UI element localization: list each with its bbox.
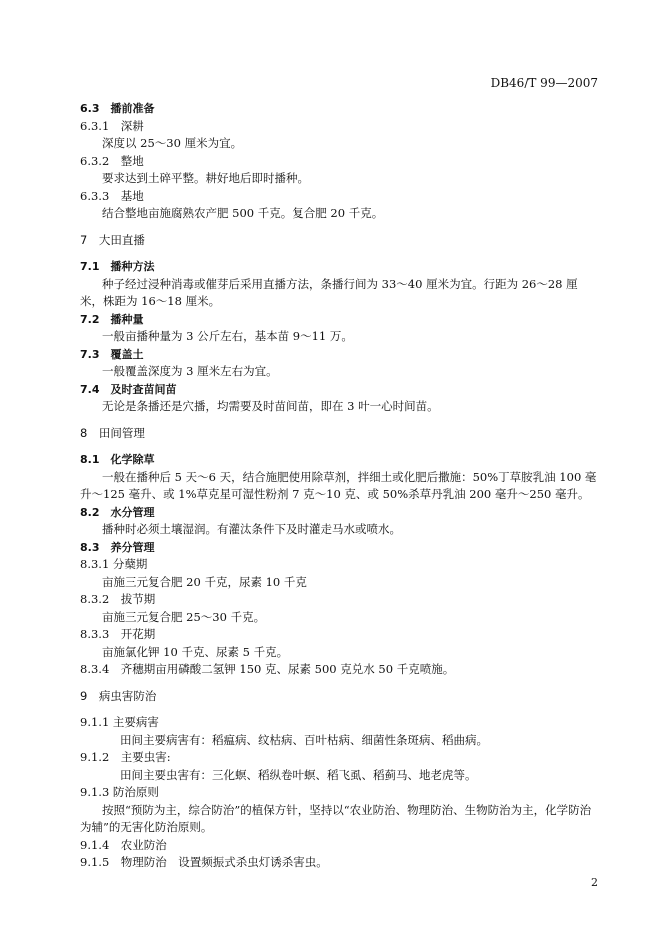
- body-text: 深度以 25～30 厘米为宜。: [102, 136, 243, 150]
- section-heading: 7.4 及时查苗间苗: [80, 382, 177, 396]
- section-heading: 8.2 水分管理: [80, 505, 155, 519]
- chapter-heading: 8 田间管理: [80, 425, 145, 440]
- body-text: 播种时必须土壤湿润。有灌汰条件下及时灌走马水或喷水。: [102, 522, 401, 536]
- body-text: 一般亩播种量为 3 公斤左右，基本苗 9～11 万。: [102, 329, 353, 343]
- section-heading: 6.3 播前准备: [80, 102, 155, 115]
- body-text: 亩施三元复合肥 25～30 千克。: [102, 609, 266, 624]
- subsection-heading: 9.1.4 农业防治: [80, 837, 167, 852]
- subsection-heading: 8.3.4 齐穗期亩用磷酸二氢钾 150 克、尿素 500 克兑水 50 千克喷施。: [80, 662, 455, 676]
- body-text: 田间主要病害有：稻瘟病、纹枯病、百叶枯病、细菌性条斑病、稻曲病。: [120, 732, 488, 747]
- standard-code: DB46/T 99—2007: [490, 76, 598, 90]
- section-heading: 8.3 养分管理: [80, 540, 155, 554]
- section-heading: 7.3 覆盖土: [80, 347, 144, 361]
- body-text: 无论是条播还是穴播，均需要及时苗间苗，即在 3 叶一心时间苗。: [102, 399, 439, 413]
- body-text: 要求达到土碎平整。耕好地后即时播种。: [102, 171, 309, 185]
- body-text: 结合整地亩施腐熟农产肥 500 千克。复合肥 20 千克。: [102, 206, 384, 220]
- body-paragraph: 按照“预防为主，综合防治”的植保方针，坚持以“农业防治、物理防治、生物防治为主，化学防治为辅”的无害化防治原则。: [80, 802, 592, 834]
- section-heading: 7.2 播种量: [80, 312, 144, 326]
- chapter-heading: 9 病虫害防治: [80, 688, 157, 703]
- section-heading: 7.1 播种方法: [80, 260, 155, 273]
- subsection-heading: 9.1.1 主要病害: [80, 715, 159, 729]
- subsection-heading: 6.3.2 整地: [80, 153, 144, 168]
- body-text: 一般覆盖深度为 3 厘米左右为宜。: [102, 364, 278, 378]
- body-paragraph: 一般在播种后 5 天～6 天，结合施肥使用除草剂，拌细土或化肥后撒施：50%丁草胺乳油 100 毫升～125 毫升、或 1%草克星可湿性粉剂 7 克～10 克、或 50%杀草丹乳油 200 毫升～250 毫升。: [80, 469, 597, 501]
- body-text: 田间主要虫害有：三化螟、稻纵卷叶螟、稻飞虱、稻蓟马、地老虎等。: [120, 767, 477, 782]
- subsection-heading: 9.1.5 物理防治 设置频振式杀虫灯诱杀害虫。: [80, 855, 328, 869]
- subsection-heading: 9.1.3 防治原则: [80, 785, 159, 799]
- subsection-heading: 6.3.1 深耕: [80, 118, 144, 133]
- document-body: [80, 100, 600, 872]
- subsection-heading: 8.3.1 分蘖期: [80, 557, 148, 571]
- section-heading: 8.1 化学除草: [80, 453, 155, 466]
- subsection-heading: 6.3.3 基地: [80, 188, 144, 203]
- body-text: 亩施氯化钾 10 千克、尿素 5 千克。: [102, 644, 289, 659]
- body-paragraph: 种子经过浸种消毒或催芽后采用直播方法，条播行间为 33～40 厘米为宜。行距为 26～28 厘米，株距为 16～18 厘米。: [80, 276, 578, 308]
- subsection-heading: 8.3.3 开花期: [80, 627, 156, 641]
- chapter-heading: 7 大田直播: [80, 232, 145, 247]
- subsection-heading: 9.1.2 主要虫害:: [80, 750, 171, 764]
- page-number: 2: [591, 876, 598, 889]
- body-text: 亩施三元复合肥 20 千克，尿素 10 千克: [102, 574, 307, 589]
- subsection-heading: 8.3.2 拔节期: [80, 592, 156, 606]
